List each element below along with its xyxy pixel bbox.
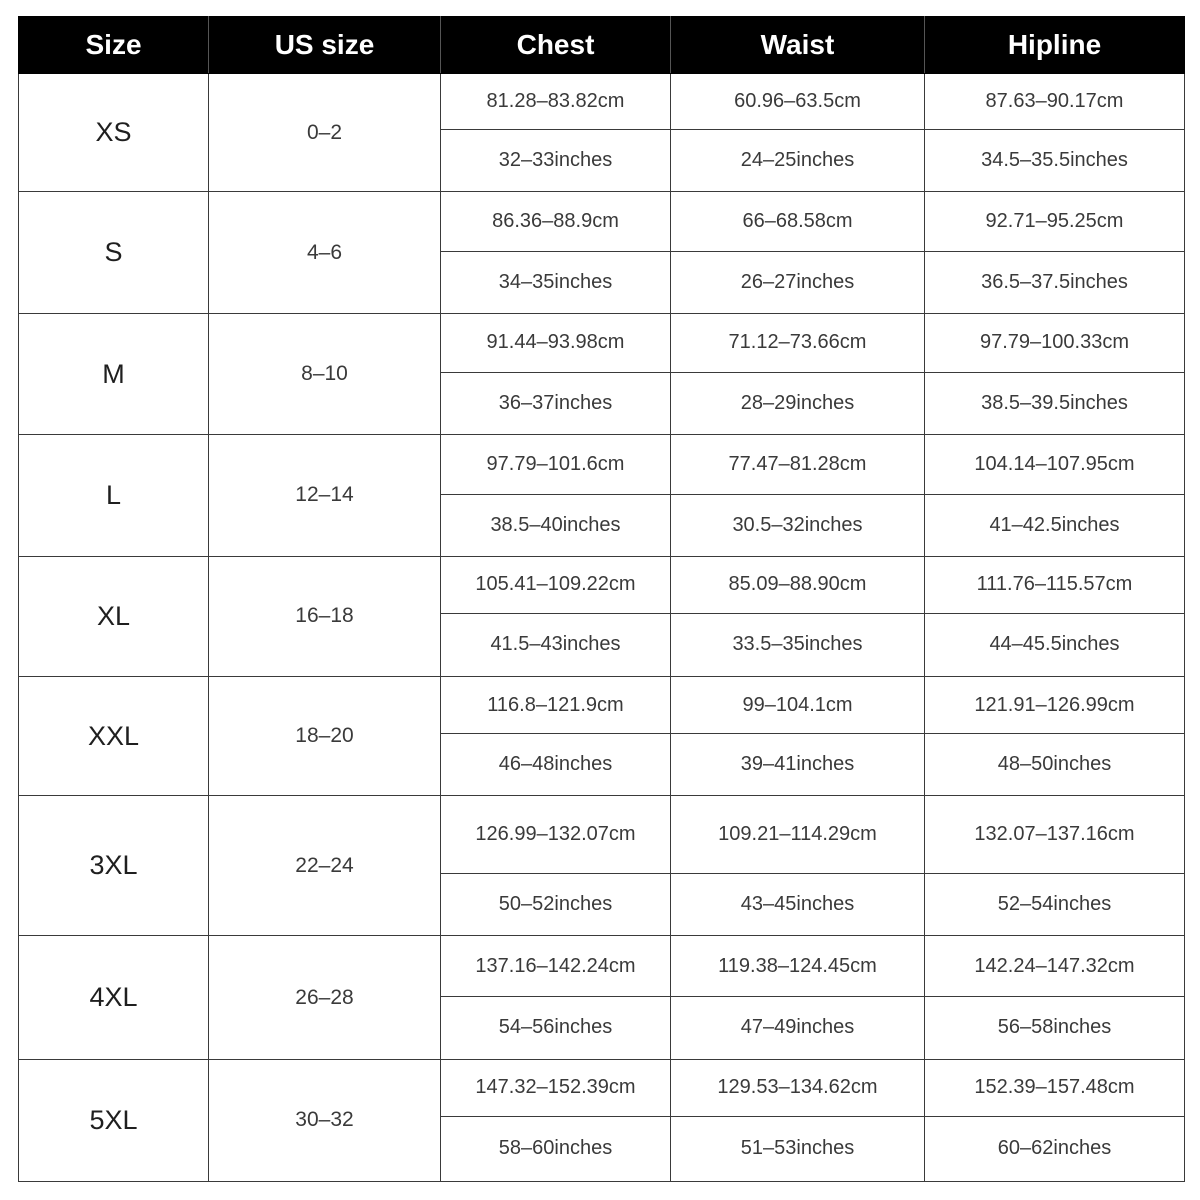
table-row — [19, 434, 1185, 494]
waist-inches-value: 51–53inches — [671, 1116, 925, 1181]
table-body — [19, 74, 1185, 1182]
header-size: Size — [19, 17, 209, 74]
chest-inches-value: 46–48inches — [441, 734, 671, 796]
chest-cm-value: 137.16–142.24cm — [441, 936, 671, 996]
chest-cm-value: 81.28–83.82cm — [441, 74, 671, 130]
chest-inches-value: 41.5–43inches — [441, 613, 671, 676]
size-chart — [18, 16, 1184, 1182]
hipline-inches-value: 41–42.5inches — [925, 494, 1185, 556]
hipline-cm-value: 87.63–90.17cm — [925, 74, 1185, 130]
us-size-value: 30–32 — [209, 1059, 441, 1181]
chest-inches-value: 36–37inches — [441, 372, 671, 434]
hipline-inches-value: 56–58inches — [925, 996, 1185, 1059]
table-row — [19, 192, 1185, 252]
us-size-value: 22–24 — [209, 796, 441, 936]
chest-cm-value: 86.36–88.9cm — [441, 192, 671, 252]
waist-inches-value: 30.5–32inches — [671, 494, 925, 556]
hipline-inches-value: 38.5–39.5inches — [925, 372, 1185, 434]
us-size-value: 8–10 — [209, 314, 441, 434]
waist-inches-value: 28–29inches — [671, 372, 925, 434]
hipline-cm-value: 121.91–126.99cm — [925, 677, 1185, 734]
chest-cm-value: 97.79–101.6cm — [441, 434, 671, 494]
size-label: M — [19, 314, 209, 434]
chest-cm-value: 126.99–132.07cm — [441, 796, 671, 874]
chest-inches-value: 32–33inches — [441, 130, 671, 192]
size-label: XL — [19, 556, 209, 676]
hipline-cm-value: 142.24–147.32cm — [925, 936, 1185, 996]
waist-cm-value: 109.21–114.29cm — [671, 796, 925, 874]
chest-inches-value: 58–60inches — [441, 1116, 671, 1181]
us-size-value: 4–6 — [209, 192, 441, 314]
table-row — [19, 936, 1185, 996]
hipline-inches-value: 36.5–37.5inches — [925, 252, 1185, 314]
waist-cm-value: 60.96–63.5cm — [671, 74, 925, 130]
chest-inches-value: 38.5–40inches — [441, 494, 671, 556]
hipline-cm-value: 132.07–137.16cm — [925, 796, 1185, 874]
us-size-value: 16–18 — [209, 556, 441, 676]
waist-inches-value: 47–49inches — [671, 996, 925, 1059]
header-waist: Waist — [671, 17, 925, 74]
us-size-value: 26–28 — [209, 936, 441, 1059]
chest-cm-value: 105.41–109.22cm — [441, 556, 671, 613]
header-us-size: US size — [209, 17, 441, 74]
size-label: 4XL — [19, 936, 209, 1059]
size-chart-table — [18, 16, 1185, 1182]
chest-cm-value: 147.32–152.39cm — [441, 1059, 671, 1116]
size-label: XS — [19, 74, 209, 192]
waist-inches-value: 33.5–35inches — [671, 613, 925, 676]
us-size-value: 12–14 — [209, 434, 441, 556]
waist-inches-value: 24–25inches — [671, 130, 925, 192]
hipline-cm-value: 152.39–157.48cm — [925, 1059, 1185, 1116]
table-row — [19, 677, 1185, 734]
hipline-cm-value: 97.79–100.33cm — [925, 314, 1185, 372]
table-row — [19, 74, 1185, 130]
size-label: 3XL — [19, 796, 209, 936]
chest-inches-value: 50–52inches — [441, 874, 671, 936]
hipline-cm-value: 92.71–95.25cm — [925, 192, 1185, 252]
waist-inches-value: 26–27inches — [671, 252, 925, 314]
hipline-cm-value: 111.76–115.57cm — [925, 556, 1185, 613]
waist-cm-value: 77.47–81.28cm — [671, 434, 925, 494]
waist-cm-value: 129.53–134.62cm — [671, 1059, 925, 1116]
hipline-inches-value: 48–50inches — [925, 734, 1185, 796]
waist-inches-value: 39–41inches — [671, 734, 925, 796]
size-label: S — [19, 192, 209, 314]
us-size-value: 0–2 — [209, 74, 441, 192]
us-size-value: 18–20 — [209, 677, 441, 796]
size-label: 5XL — [19, 1059, 209, 1181]
table-row — [19, 314, 1185, 372]
table-row — [19, 556, 1185, 613]
size-label: XXL — [19, 677, 209, 796]
header-chest: Chest — [441, 17, 671, 74]
table-row — [19, 796, 1185, 874]
chest-cm-value: 116.8–121.9cm — [441, 677, 671, 734]
waist-cm-value: 71.12–73.66cm — [671, 314, 925, 372]
waist-cm-value: 99–104.1cm — [671, 677, 925, 734]
hipline-inches-value: 34.5–35.5inches — [925, 130, 1185, 192]
header-hipline: Hipline — [925, 17, 1185, 74]
header-row — [19, 17, 1185, 74]
hipline-cm-value: 104.14–107.95cm — [925, 434, 1185, 494]
waist-inches-value: 43–45inches — [671, 874, 925, 936]
waist-cm-value: 66–68.58cm — [671, 192, 925, 252]
hipline-inches-value: 52–54inches — [925, 874, 1185, 936]
waist-cm-value: 85.09–88.90cm — [671, 556, 925, 613]
table-row — [19, 1059, 1185, 1116]
waist-cm-value: 119.38–124.45cm — [671, 936, 925, 996]
chest-inches-value: 34–35inches — [441, 252, 671, 314]
chest-cm-value: 91.44–93.98cm — [441, 314, 671, 372]
chest-inches-value: 54–56inches — [441, 996, 671, 1059]
hipline-inches-value: 60–62inches — [925, 1116, 1185, 1181]
hipline-inches-value: 44–45.5inches — [925, 613, 1185, 676]
size-label: L — [19, 434, 209, 556]
